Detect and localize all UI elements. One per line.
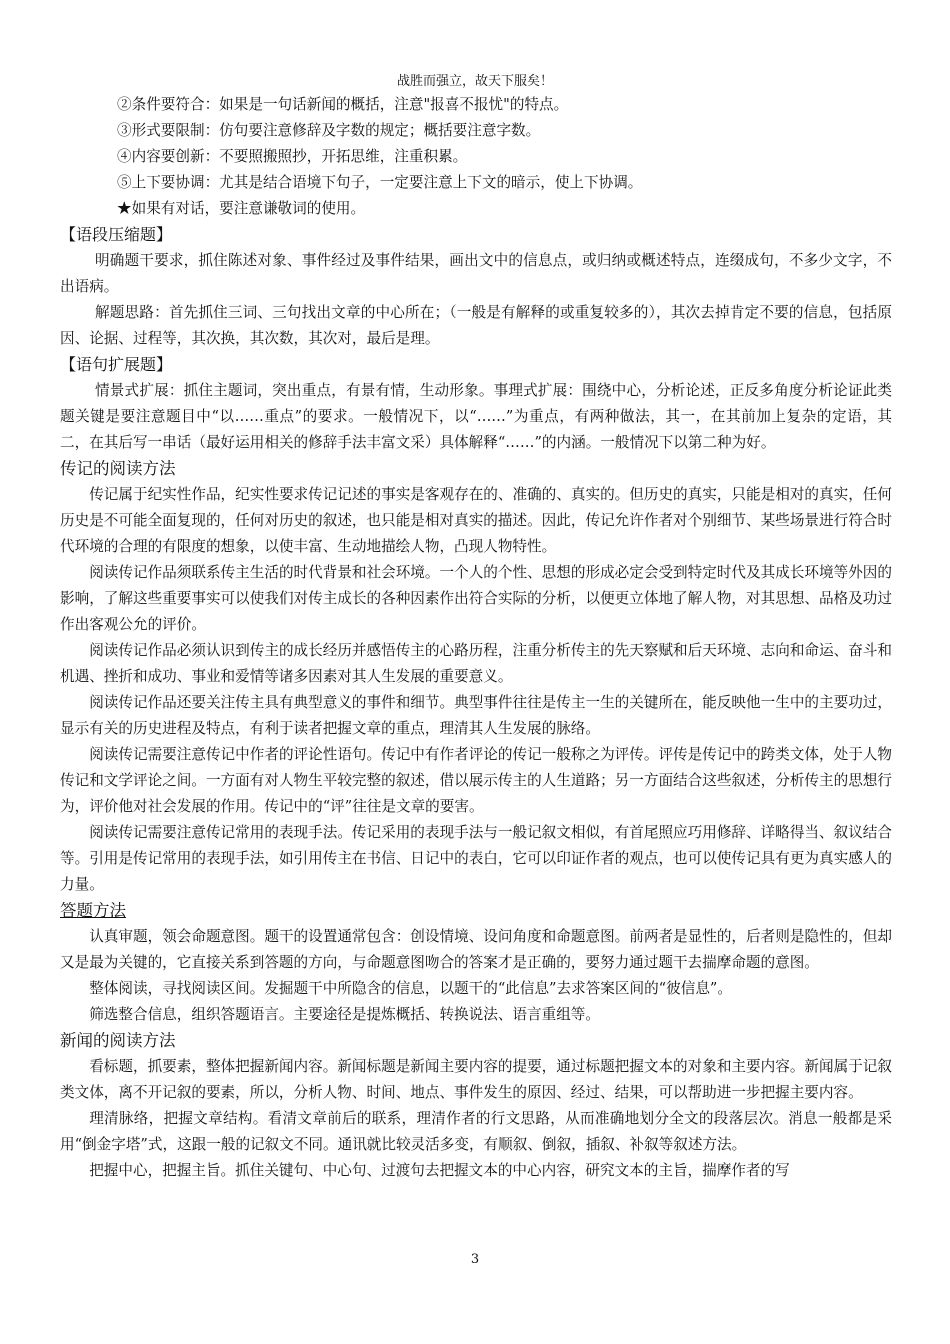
page-content <box>60 92 892 1184</box>
paragraph: 传记属于纪实性作品，纪实性要求传记记述的事实是客观存在的、准确的、真实的。但历史的真实，只能是相对的真实，任何历史是不可能全面复现的，任何对历史的叙述，也只能是相对真实的描述。因此，传记允许作者对个别细节、某些场景进行符合时代环境的合理的有限度的想象，以使丰富、生动地描绘人物，凸现人物特性。 <box>60 486 892 555</box>
paragraph: 整体阅读，寻找阅读区间。发掘题干中所隐含的信息，以题干的“此信息”去求答案区间的“彼信息”。 <box>89 980 732 997</box>
paragraph: 明确题干要求，抓住陈述对象、事件经过及事件结果，画出文中的信息点，或归纳或概述特点，连缀成句，不多少文字，不出语病。 <box>60 252 892 295</box>
paragraph: 情景式扩展：抓住主题词，突出重点，有景有情，生动形象。事理式扩展：围绕中心，分析论述，正反多角度分析论证此类题关键是要注意题目中“以……重点”的要求。一般情况下，以“……”为重点，有两种做法，其一，在其前加上复杂的定语，其二，在其后写一串话（最好运用相关的修辞手法丰富文采）具体解释“……”的内涵。一般情况下以第二种为好。 <box>60 382 892 451</box>
section-heading-answer: 答题方法 <box>60 901 126 920</box>
paragraph: 阅读传记作品还要关注传主具有典型意义的事件和细节。典型事件往往是传主一生的关键所在，能反映他一生中的主要功过，显示有关的历史进程及特点，有利于读者把握文章的重点，理清其人生发展的脉络。 <box>60 694 892 737</box>
list-item: ★如果有对话，要注意谦敬词的使用。 <box>117 200 366 217</box>
paragraph: 理清脉络，把握文章结构。看清文章前后的联系，理清作者的行文思路，从而准确地划分全文的段落层次。消息一般都是采用“倒金字塔”式，这跟一般的记叙文不同。通讯就比较灵活多变，有顺叙、倒叙，插叙、补叙等叙述方法。 <box>60 1110 892 1153</box>
paragraph: 认真审题，领会命题意图。题干的设置通常包含：创设情境、设问角度和命题意图。前两者是显性的，后者则是隐性的，但却又是最为关键的，它直接关系到答题的方向，与命题意图吻合的答案才是正确的，要努力通过题干去揣摩命题的意图。 <box>60 928 892 971</box>
paragraph: 解题思路：首先抓住三词、三句找出文章的中心所在；（一般是有解释的或重复较多的），其次去掉肯定不要的信息，包括原因、论据、过程等，其次换，其次数，其次对，最后是理。 <box>60 304 892 347</box>
paragraph: 把握中心，把握主旨。抓住关键句、中心句、过渡句去把握文本的中心内容，研究文本的主旨，揣摩作者的写 <box>89 1162 790 1179</box>
page-number: 3 <box>470 1252 480 1267</box>
list-item: ④内容要创新：不要照搬照抄，开拓思维，注重积累。 <box>117 148 468 165</box>
paragraph: 阅读传记需要注意传记中作者的评论性语句。传记中有作者评论的传记一般称之为评传。评传是传记中的跨类文体，处于人物传记和文学评论之间。一方面有对人物生平较完整的叙述，借以展示传主的人生道路；另一方面结合这些叙述，分析传主的思想行为，评价他对社会发展的作用。传记中的“评”往往是文章的要害。 <box>60 746 892 815</box>
section-heading-compress: 【语段压缩题】 <box>60 225 173 244</box>
list-item: ③形式要限制：仿句要注意修辞及字数的规定；概括要注意字数。 <box>117 122 541 139</box>
paragraph: 阅读传记需要注意传记常用的表现手法。传记采用的表现手法与一般记叙文相似，有首尾照应巧用修辞、详略得当、叙议结合等。引用是传记常用的表现手法，如引用传主在书信、日记中的表白，它可以印证作者的观点，也可以使传记具有更为真实感人的力量。 <box>60 824 892 893</box>
list-item: ②条件要符合：如果是一句话新闻的概括，注意"报喜不报忧"的特点。 <box>117 96 569 113</box>
paragraph: 阅读传记作品必须认识到传主的成长经历并感悟传主的心路历程，注重分析传主的先天察赋和后天环境、志向和命运、奋斗和机遇、挫折和成功、事业和爱情等诸多因素对其人生发展的重要意义。 <box>60 642 892 685</box>
paragraph: 筛选整合信息，组织答题语言。主要途径是提炼概括、转换说法、语言重组等。 <box>89 1006 600 1023</box>
page-header-motto: 战胜而强立，故天下服矣！ <box>396 74 553 89</box>
section-heading-news: 新闻的阅读方法 <box>60 1031 176 1050</box>
section-heading-biography: 传记的阅读方法 <box>60 459 176 478</box>
list-item: ⑤上下要协调：尤其是结合语境下句子，一定要注意上下文的暗示，使上下协调。 <box>117 174 643 191</box>
section-heading-expand: 【语句扩展题】 <box>60 355 173 374</box>
paragraph: 阅读传记作品须联系传主生活的时代背景和社会环境。一个人的个性、思想的形成必定会受到特定时代及其成长环境等外因的影响，了解这些重要事实可以使我们对传主成长的各种因素作出符合实际的分析，以便更立体地了解人物，对其思想、品格及功过作出客观公允的评价。 <box>60 564 892 633</box>
paragraph: 看标题，抓要素，整体把握新闻内容。新闻标题是新闻主要内容的提要，通过标题把握文本的对象和主要内容。新闻属于记叙类文体，离不开记叙的要素，所以，分析人物、时间、地点、事件发生的原因、经过、结果，可以帮助进一步把握主要内容。 <box>60 1058 892 1101</box>
